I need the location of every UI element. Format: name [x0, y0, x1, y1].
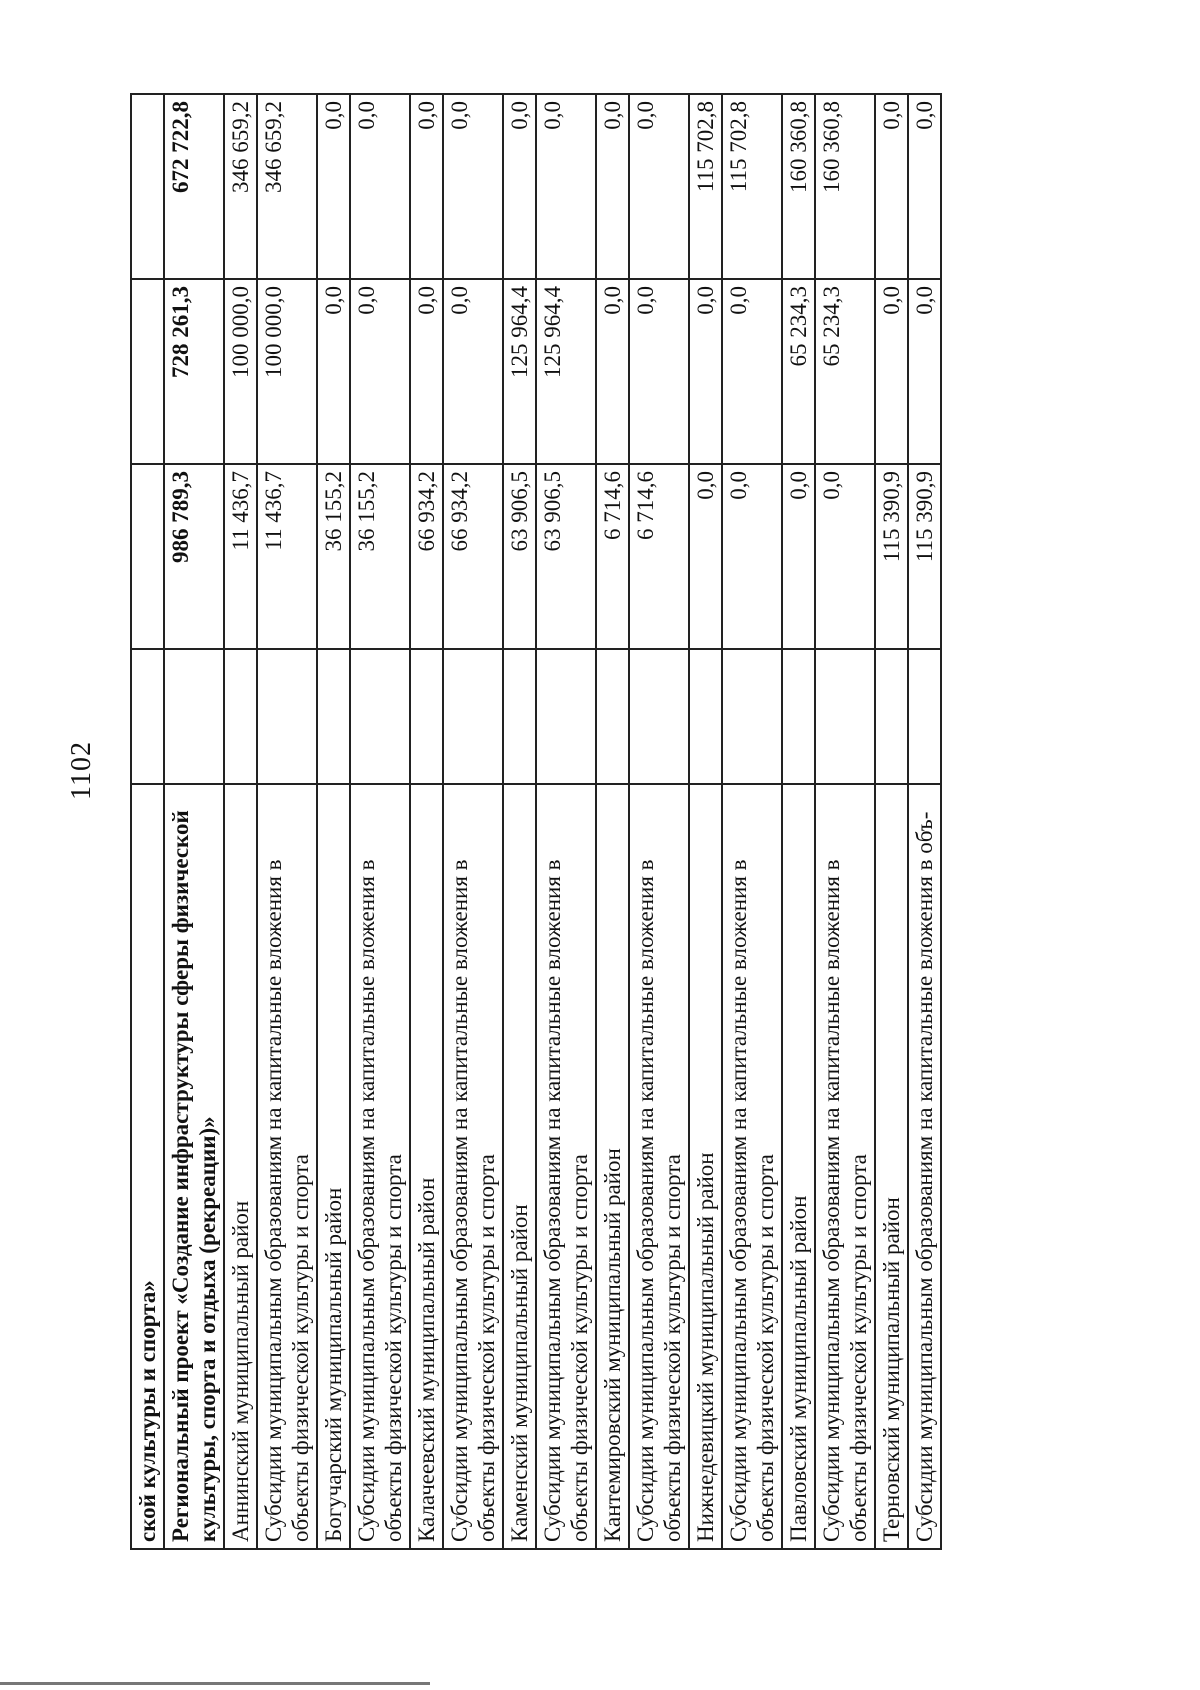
value-2022-cell: 0,0	[410, 94, 443, 279]
rotated-page-content	[130, 95, 1090, 1550]
value-2020-cell: 63 906,5	[503, 464, 536, 649]
row-name-cell: Субсидии муниципальным образованиям на капитальные вложения в объекты физической культуры и спорта	[815, 784, 875, 1549]
row-code-cell	[536, 649, 596, 784]
table-row-district	[596, 94, 629, 1549]
row-name-cell: Калачеевский муниципальный район	[410, 784, 443, 1549]
value-2020-cell: 115 390,9	[908, 464, 941, 649]
row-code-cell	[224, 649, 257, 784]
row-name-cell: Каменский муниципальный район	[503, 784, 536, 1549]
value-2022-cell: 0,0	[875, 94, 908, 279]
row-name-cell: Субсидии муниципальным образованиям на капитальные вложения в объекты физической культуры и спорта	[443, 784, 503, 1549]
value-2022-cell: 0,0	[908, 94, 941, 279]
row-code-cell	[317, 649, 350, 784]
row-code-cell	[503, 649, 536, 784]
value-2021-cell: 0,0	[317, 279, 350, 464]
value-2020-cell: 6 714,6	[629, 464, 689, 649]
row-code-cell	[350, 649, 410, 784]
value-2021-cell: 0,0	[908, 279, 941, 464]
value-2020-cell: 63 906,5	[536, 464, 596, 649]
table-row-district	[782, 94, 815, 1549]
row-code-cell	[908, 649, 941, 784]
row-name-cell: Терновский муниципальный район	[875, 784, 908, 1549]
row-code-cell	[164, 649, 224, 784]
row-code-cell	[722, 649, 782, 784]
value-2022-cell: 0,0	[443, 94, 503, 279]
row-name-cell: Региональный проект «Создание инфраструктуры сферы физической культуры, спорта и отдыха (рекреации)»	[164, 784, 224, 1549]
value-2021-cell: 0,0	[875, 279, 908, 464]
value-2020-cell: 0,0	[782, 464, 815, 649]
table-row-district	[875, 94, 908, 1549]
value-2022-cell: 160 360,8	[815, 94, 875, 279]
row-name-cell: Субсидии муниципальным образованиям на капитальные вложения в объекты физической культуры и спорта	[536, 784, 596, 1549]
value-2021-cell: 0,0	[629, 279, 689, 464]
row-code-cell	[689, 649, 722, 784]
value-2021-cell: 728 261,3	[164, 279, 224, 464]
value-2021-cell: 0,0	[722, 279, 782, 464]
row-name-cell: Субсидии муниципальным образованиям на капитальные вложения в объекты физической культуры и спорта	[257, 784, 317, 1549]
table-row-continuation	[131, 94, 164, 1549]
row-code-cell	[131, 649, 164, 784]
value-2020-cell: 36 155,2	[350, 464, 410, 649]
table-row-subsidy	[536, 94, 596, 1549]
row-code-cell	[782, 649, 815, 784]
row-code-cell	[596, 649, 629, 784]
row-name-cell: Богучарский муниципальный район	[317, 784, 350, 1549]
table-row-project	[164, 94, 224, 1549]
value-2022-cell: 0,0	[317, 94, 350, 279]
value-2021-cell: 0,0	[350, 279, 410, 464]
value-2021-cell	[131, 279, 164, 464]
row-code-cell	[443, 649, 503, 784]
table-row-district	[410, 94, 443, 1549]
row-code-cell	[410, 649, 443, 784]
value-2020-cell: 11 436,7	[257, 464, 317, 649]
table-row-subsidy	[815, 94, 875, 1549]
table-row-district	[503, 94, 536, 1549]
value-2020-cell: 36 155,2	[317, 464, 350, 649]
row-name-cell: Субсидии муниципальным образованиям на капитальные вложения в объ-	[908, 784, 941, 1549]
row-code-cell	[629, 649, 689, 784]
table-row-subsidy	[350, 94, 410, 1549]
table-row-subsidy	[443, 94, 503, 1549]
value-2021-cell: 65 234,3	[815, 279, 875, 464]
value-2021-cell: 125 964,4	[503, 279, 536, 464]
row-name-cell: Аннинский муниципальный район	[224, 784, 257, 1549]
row-name-cell: Субсидии муниципальным образованиям на капитальные вложения в объекты физической культуры и спорта	[722, 784, 782, 1549]
value-2022-cell: 115 702,8	[722, 94, 782, 279]
table-body	[131, 94, 941, 1549]
table-row-subsidy	[722, 94, 782, 1549]
value-2020-cell	[131, 464, 164, 649]
value-2021-cell: 125 964,4	[536, 279, 596, 464]
budget-table	[130, 93, 942, 1550]
row-name-cell: Субсидии муниципальным образованиям на капитальные вложения в объекты физической культуры и спорта	[350, 784, 410, 1549]
value-2022-cell: 0,0	[629, 94, 689, 279]
row-code-cell	[875, 649, 908, 784]
value-2020-cell: 66 934,2	[443, 464, 503, 649]
value-2022-cell: 115 702,8	[689, 94, 722, 279]
row-name-cell: ской культуры и спорта»	[131, 784, 164, 1549]
value-2020-cell: 0,0	[815, 464, 875, 649]
page-number: 1102	[66, 741, 97, 800]
value-2021-cell: 65 234,3	[782, 279, 815, 464]
value-2020-cell: 0,0	[722, 464, 782, 649]
table-row-district	[689, 94, 722, 1549]
value-2022-cell: 346 659,2	[257, 94, 317, 279]
value-2021-cell: 0,0	[689, 279, 722, 464]
value-2021-cell: 0,0	[443, 279, 503, 464]
table-row-district	[224, 94, 257, 1549]
row-code-cell	[815, 649, 875, 784]
row-name-cell: Павловский муниципальный район	[782, 784, 815, 1549]
row-name-cell: Нижнедевицкий муниципальный район	[689, 784, 722, 1549]
value-2022-cell: 0,0	[350, 94, 410, 279]
value-2022-cell: 0,0	[503, 94, 536, 279]
value-2020-cell: 0,0	[689, 464, 722, 649]
table-row-subsidy	[908, 94, 941, 1549]
value-2020-cell: 66 934,2	[410, 464, 443, 649]
value-2022-cell	[131, 94, 164, 279]
row-name-cell: Субсидии муниципальным образованиям на капитальные вложения в объекты физической культуры и спорта	[629, 784, 689, 1549]
value-2021-cell: 100 000,0	[224, 279, 257, 464]
value-2020-cell: 6 714,6	[596, 464, 629, 649]
value-2022-cell: 160 360,8	[782, 94, 815, 279]
value-2020-cell: 11 436,7	[224, 464, 257, 649]
table-row-subsidy	[629, 94, 689, 1549]
table-row-subsidy	[257, 94, 317, 1549]
value-2021-cell: 100 000,0	[257, 279, 317, 464]
row-name-cell: Кантемировский муниципальный район	[596, 784, 629, 1549]
table-row-district	[317, 94, 350, 1549]
value-2020-cell: 115 390,9	[875, 464, 908, 649]
scan-edge-line	[0, 1682, 430, 1685]
value-2022-cell: 672 722,8	[164, 94, 224, 279]
value-2022-cell: 0,0	[596, 94, 629, 279]
value-2020-cell: 986 789,3	[164, 464, 224, 649]
value-2021-cell: 0,0	[410, 279, 443, 464]
value-2021-cell: 0,0	[596, 279, 629, 464]
value-2022-cell: 0,0	[536, 94, 596, 279]
row-code-cell	[257, 649, 317, 784]
value-2022-cell: 346 659,2	[224, 94, 257, 279]
